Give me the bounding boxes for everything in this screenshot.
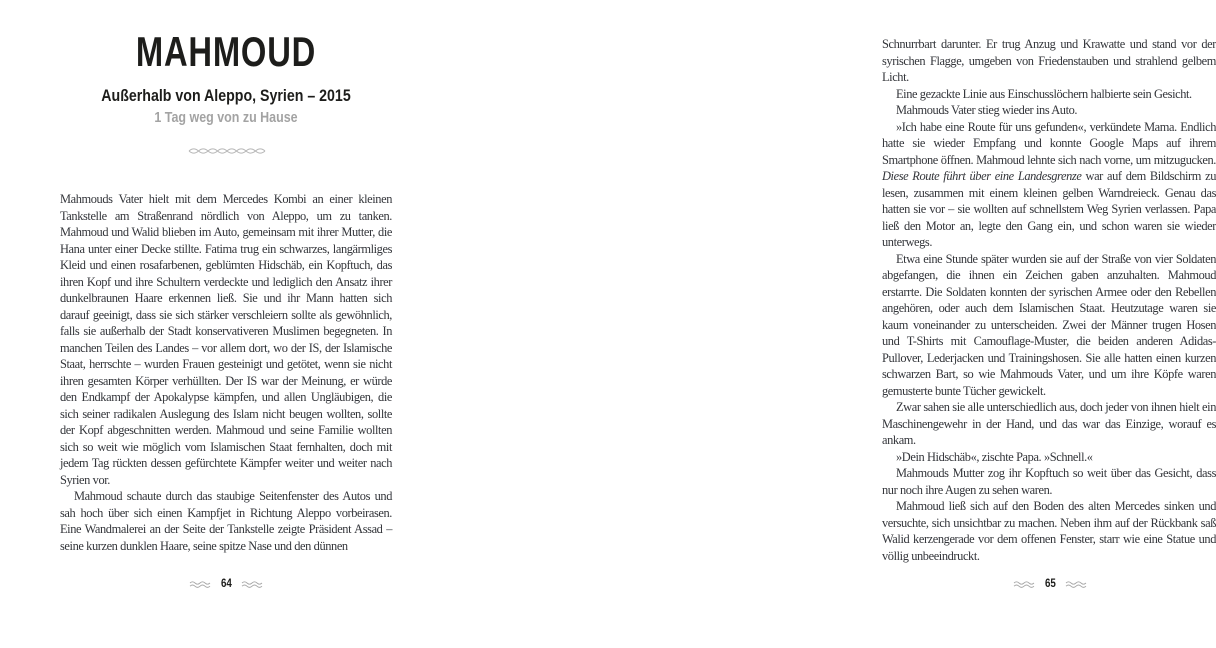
page-left-body [60, 191, 392, 573]
page-left-footer [60, 578, 392, 590]
paragraph [882, 36, 1216, 86]
paragraph [882, 449, 1216, 466]
text-run: Schnurrbart darunter. Er trug Anzug und Krawatte und stand vor der syrischen Flagge, umgeben von Friedenstauben und strahlend gelbem Licht. [882, 37, 1216, 84]
text-run: Etwa eine Stunde später wurden sie auf der Straße von vier Soldaten abgefangen, die ihnen ein Zeichen gaben anzuhalten. Mahmoud erstarrte. Die Soldaten konnten der syrischen Armee oder den Rebellen angehören, oder auch dem Islamischen Staat. Heutzutage waren sie kaum voneinander zu unterscheiden. Zwei der Männer trugen Hosen und T-Shirts mit Camouflage-Muster, die beiden anderen Adidas-Pullover, Lederjacken und Trainingshosen. Sie alle hatten einen kurzen schwarzen Bart, so wie Mahmouds Vater, und um ihre Köpfe waren gemusterte bunte Tücher gewickelt. [882, 251, 1216, 398]
paragraph [882, 119, 1216, 251]
text-run: Eine gezackte Linie aus Einschusslöchern halbierte sein Gesicht. [896, 86, 1192, 101]
text-run: »Ich habe eine Route für uns gefunden«, verkündete Mama. Endlich hatte sie wieder Empfang und konnte Google Maps auf ihrem Smartphone öffnen. Mahmoud lehnte sich nach vorne, um mitzugucken. [882, 119, 1216, 167]
chapter-title: MAHMOUD [135, 28, 317, 75]
paragraph [882, 251, 1216, 400]
paragraph [882, 465, 1216, 498]
text-run: »Dein Hidschäb«, zischte Papa. »Schnell.« [896, 449, 1093, 464]
text-run: war auf dem Bildschirm zu lesen, zusammen mit einem kleinen gelben Warndreieck. Genau das hatten sie vor – sie wollten auf schnellstem Weg Syrien verlassen. Papa ließ den Motor an, legte den Gang ein, und schon waren sie wieder unterwegs. [882, 169, 1216, 249]
text-run: Mahmoud schaute durch das staubige Seitenfenster des Autos und sah hoch über sich einen Kampfjet in Richtung Aleppo vorbeirasen. Eine Wandmalerei an der Seite der Tankstelle zeigte Präsident Assad – seine kurzen dunklen Haare, seine spitze Nase und den dünnen [60, 489, 392, 553]
double-wave-icon [189, 580, 211, 589]
chapter-time-line: 1 Tag weg von zu Hause [154, 110, 298, 127]
text-run: Mahmouds Vater stieg wieder ins Auto. [896, 103, 1078, 117]
page-right-footer [884, 578, 1216, 590]
text-run: Mahmouds Vater hielt mit dem Mercedes Kombi an einer kleinen Tankstelle am Straßenrand nördlich von Aleppo, um zu tanken. Mahmoud und Walid blieben im Auto, gemeinsam mit ihrer Mutter, die Hana unter einer Decke stillte. Fatima trug ein schwarzes, langärmliges Kleid und einen rosafarbenen, geblümten Hidschäb, ein Kopftuch, das ihren Kopf und ihre Schultern verdeckte und lediglich den Ansatz ihrer dunkelbraunen Haare erkennen ließ. Sie und ihr Mann hatten sich darauf geeinigt, dass sie sich stärker verschleiern sollte als gewöhnlich, falls sie außerhalb der Stadt konservativeren Muslimen begegneten. In manchen Teilen des Landes – vor allem dort, wo der IS, der Islamische Staat, herrschte – wurden Frauen gesteinigt und getötet, wenn sie nicht ihren gesamten Körper verhüllten. Der IS war der Meinung, er würde den Endkampf der Apokalypse kämpfen, und allen Ungläubigen, die sich seiner radikalen Auslegung des Islam nicht beugen wollten, sollte der Kopf abgeschnitten werden. Mahmoud und seine Familie wollten sich so weit wie möglich vom Islamischen Staat fernhalten, doch mit jedem Tag rückten dessen gefürchtete Kämpfer weiter und weiter nach Syrien vor. [60, 192, 392, 487]
page-left [0, 0, 422, 648]
paragraph [882, 102, 1216, 119]
chapter-divider [45, 146, 407, 156]
double-wave-icon [241, 580, 263, 589]
page-number-left: 64 [220, 578, 232, 590]
text-run: Mahmouds Mutter zog ihr Kopftuch so weit über das Gesicht, dass nur noch ihre Augen zu sehen waren. [882, 466, 1216, 497]
double-wave-icon [1013, 580, 1035, 589]
text-run: Zwar sahen sie alle unterschiedlich aus, doch jeder von ihnen hielt ein Maschinengewehr in der Hand, und das war das Einzige, worauf es ankam. [882, 400, 1216, 447]
paragraph [60, 191, 392, 488]
page-right-body [882, 36, 1216, 576]
chapter-location-line: Außerhalb von Aleppo, Syrien – 2015 [101, 87, 351, 106]
double-wave-divider-icon [187, 146, 265, 156]
text-run: Mahmoud ließ sich auf den Boden des alten Mercedes sinken und versuchte, sich unsichtbar zu machen. Neben ihm auf der Rückbank saß Walid kerzengerade vor dem offenen Fenster, starr wie eine Statue und völlig unbeeindruckt. [882, 499, 1216, 563]
chapter-heading [45, 30, 407, 156]
italic-text-run: Diese Route führt über eine Landesgrenze [882, 169, 1082, 183]
page-right [422, 0, 1216, 648]
page-number-right: 65 [1044, 578, 1056, 590]
paragraph [60, 488, 392, 554]
paragraph [882, 399, 1216, 449]
paragraph [882, 86, 1216, 103]
double-wave-icon [1065, 580, 1087, 589]
paragraph [882, 498, 1216, 564]
